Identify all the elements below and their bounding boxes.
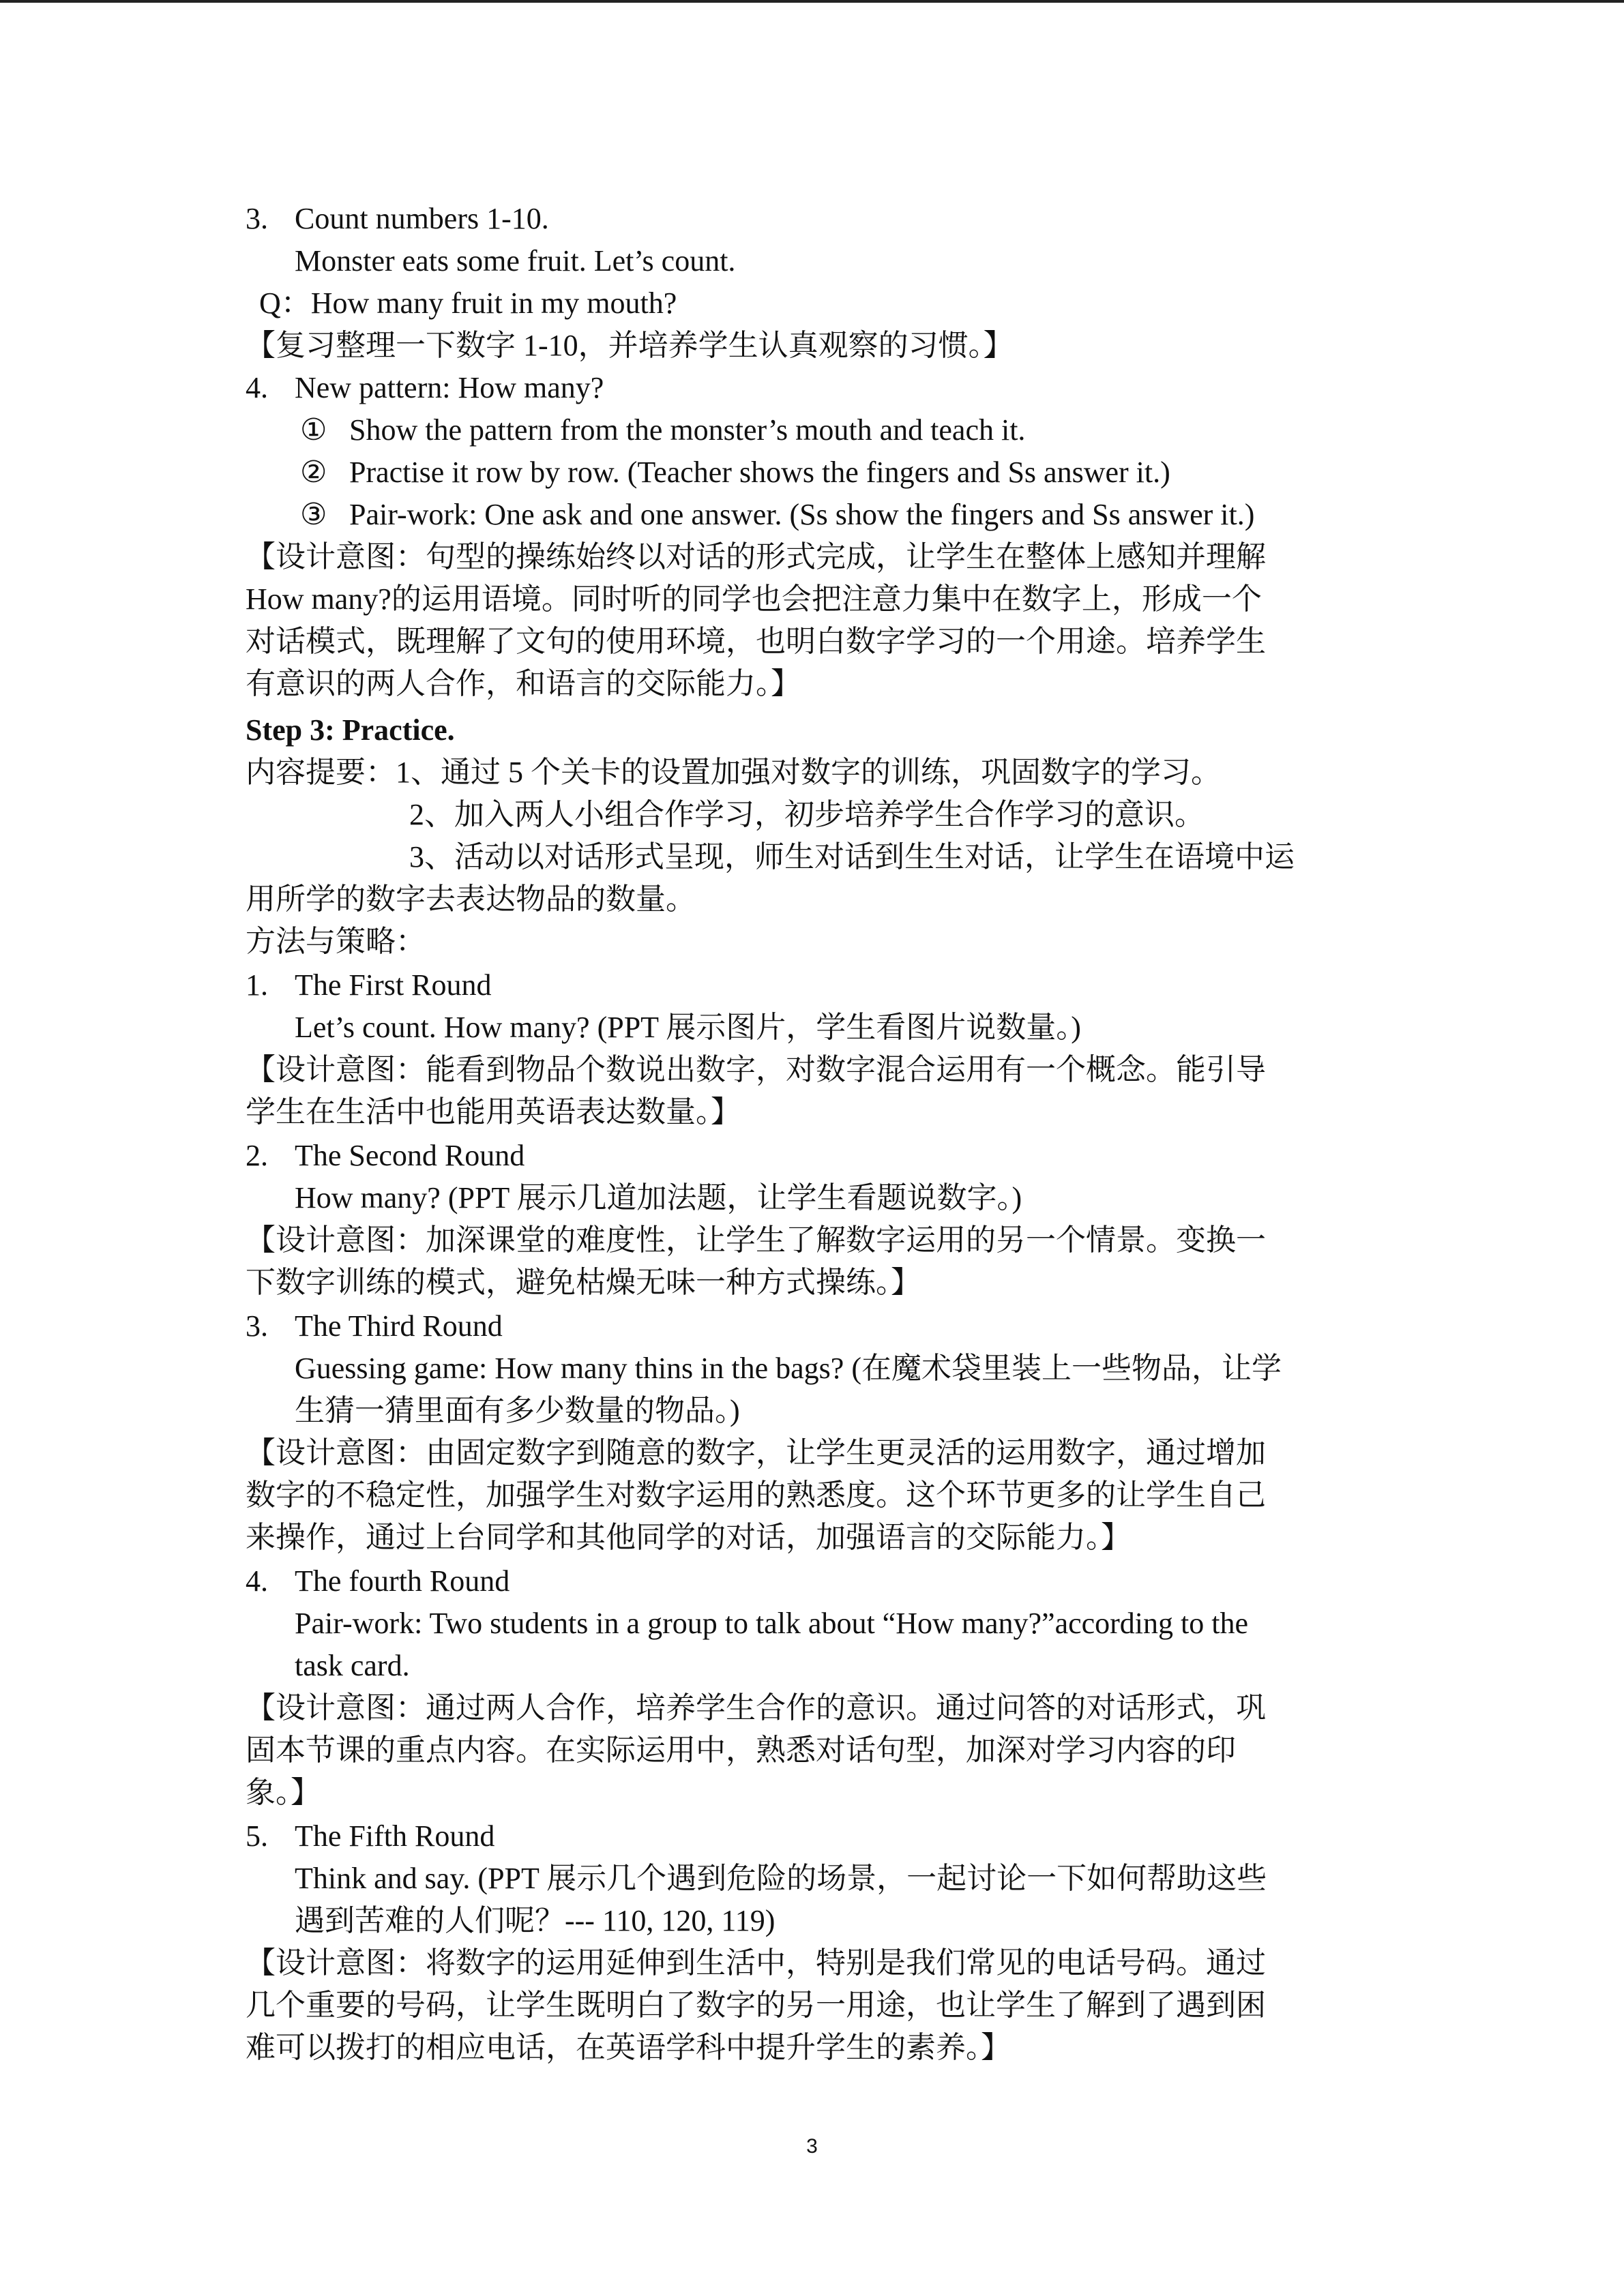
list-item-third-round (246, 1305, 503, 1347)
design-note-line: 难可以拨打的相应电话，在英语学科中提升学生的素养。】 (246, 2031, 1011, 2064)
design-note-line: 几个重要的号码，让学生既明白了数字的另一用途，也让学生了解到了遇到困 (246, 1988, 1266, 2022)
sub-item-1 (300, 409, 1025, 451)
paragraph-line: Think and say. (PPT 展示几个遇到危险的场景，一起讨论一下如何帮助这些 (295, 1862, 1267, 1895)
paragraph-line: Guessing game: How many thins in the bags? (在魔术袋里装上一些物品，让学 (295, 1352, 1282, 1385)
paragraph-line: task card. (295, 1649, 410, 1682)
paragraph-line: How many? (PPT 展示几道加法题，让学生看题说数字。) (295, 1181, 1022, 1214)
list-number: 3. (246, 202, 268, 235)
list-number: 5. (246, 1819, 268, 1853)
paragraph-line: Monster eats some fruit. Let’s count. (295, 244, 736, 278)
paragraph-line: 生猜一猜里面有多少数量的物品。) (295, 1394, 740, 1427)
design-note-line: 【复习整理一下数字 1-10，并培养学生认真观察的习惯。】 (246, 329, 1014, 362)
design-note-line: 【设计意图：将数字的运用延伸到生活中，特别是我们常见的电话号码。通过 (246, 1946, 1266, 1980)
list-text: The Fifth Round (295, 1819, 495, 1853)
circled-number: ② (300, 456, 327, 489)
design-note-line: 有意识的两人合作，和语言的交际能力。】 (246, 667, 801, 700)
content-summary-line: 用所学的数字去表达物品的数量。 (246, 882, 696, 916)
list-text: Count numbers 1-10. (295, 202, 549, 235)
paragraph-line: Pair-work: Two students in a group to talk about “How many?”according to the (295, 1607, 1249, 1640)
circled-number: ① (300, 413, 327, 447)
design-note-line: 数字的不稳定性，加强学生对数字运用的熟悉度。这个环节更多的让学生自己 (246, 1478, 1266, 1512)
methods-heading: 方法与策略： (246, 925, 426, 958)
list-number: 2. (246, 1139, 268, 1172)
design-note-line: 象。】 (246, 1776, 321, 1809)
page-number: 3 (806, 2135, 818, 2158)
list-number: 4. (246, 371, 268, 404)
circled-number: ③ (300, 498, 327, 531)
list-item-fifth-round (246, 1815, 494, 1858)
sub-item-text: Practise it row by row. (Teacher shows the fingers and Ss answer it.) (349, 456, 1170, 489)
list-item-fourth-round (246, 1560, 510, 1602)
design-note-line: 【设计意图：句型的操练始终以对话的形式完成，让学生在整体上感知并理解 (246, 540, 1266, 573)
paragraph-line: Q：How many fruit in my mouth? (259, 286, 677, 320)
list-item-second-round (246, 1135, 525, 1177)
design-note-line: 【设计意图：由固定数字到随意的数字，让学生更灵活的运用数字，通过增加 (246, 1436, 1266, 1470)
design-note-line: 【设计意图：能看到物品个数说出数字，对数字混合运用有一个概念。能引导 (246, 1053, 1266, 1086)
design-note-line: 【设计意图：通过两人合作，培养学生合作的意识。通过问答的对话形式，巩 (246, 1691, 1266, 1725)
list-text: New pattern: How many? (295, 371, 604, 404)
paragraph-line: Let’s count. How many? (PPT 展示图片，学生看图片说数量。) (295, 1011, 1081, 1044)
list-text: The fourth Round (295, 1564, 510, 1598)
section-heading-step-3: Step 3: Practice. (246, 713, 455, 747)
list-number: 4. (246, 1564, 268, 1598)
design-note-line: 下数字训练的模式，避免枯燥无味一种方式操练。】 (246, 1266, 921, 1299)
design-note-line: 来操作，通过上台同学和其他同学的对话，加强语言的交际能力。】 (246, 1521, 1131, 1554)
list-item-first-round (246, 964, 491, 1007)
design-note-line: How many?的运用语境。同时听的同学也会把注意力集中在数字上，形成一个 (246, 582, 1262, 616)
design-note-line: 对话模式，既理解了文句的使用环境，也明白数字学习的一个用途。培养学生 (246, 625, 1266, 658)
list-text: The Third Round (295, 1309, 503, 1343)
content-summary-line: 2、加入两人小组合作学习，初步培养学生合作学习的意识。 (409, 798, 1205, 831)
design-note-line: 固本节课的重点内容。在实际运用中，熟悉对话句型，加深对学习内容的印 (246, 1733, 1236, 1767)
list-item-new-pattern (246, 367, 604, 409)
design-note-line: 学生在生活中也能用英语表达数量。】 (246, 1095, 741, 1129)
sub-item-text: Pair-work: One ask and one answer. (Ss show the fingers and Ss answer it.) (349, 498, 1255, 531)
list-number: 3. (246, 1309, 268, 1343)
design-note-line: 【设计意图：加深课堂的难度性，让学生了解数字运用的另一个情景。变换一 (246, 1223, 1266, 1257)
list-item-count-numbers (246, 198, 549, 240)
list-number: 1. (246, 968, 268, 1002)
list-text: The Second Round (295, 1139, 525, 1172)
content-summary-line: 内容提要：1、通过 5 个关卡的设置加强对数字的训练，巩固数字的学习。 (246, 756, 1221, 789)
content-summary-line: 3、活动以对话形式呈现，师生对话到生生对话，让学生在语境中运 (409, 840, 1295, 874)
sub-item-text: Show the pattern from the monster’s mouth and teach it. (349, 413, 1026, 447)
list-text: The First Round (295, 968, 492, 1002)
sub-item-2 (300, 451, 1170, 494)
paragraph-line: 遇到苦难的人们呢？--- 110, 120, 119) (295, 1904, 776, 1937)
sub-item-3 (300, 494, 1254, 536)
